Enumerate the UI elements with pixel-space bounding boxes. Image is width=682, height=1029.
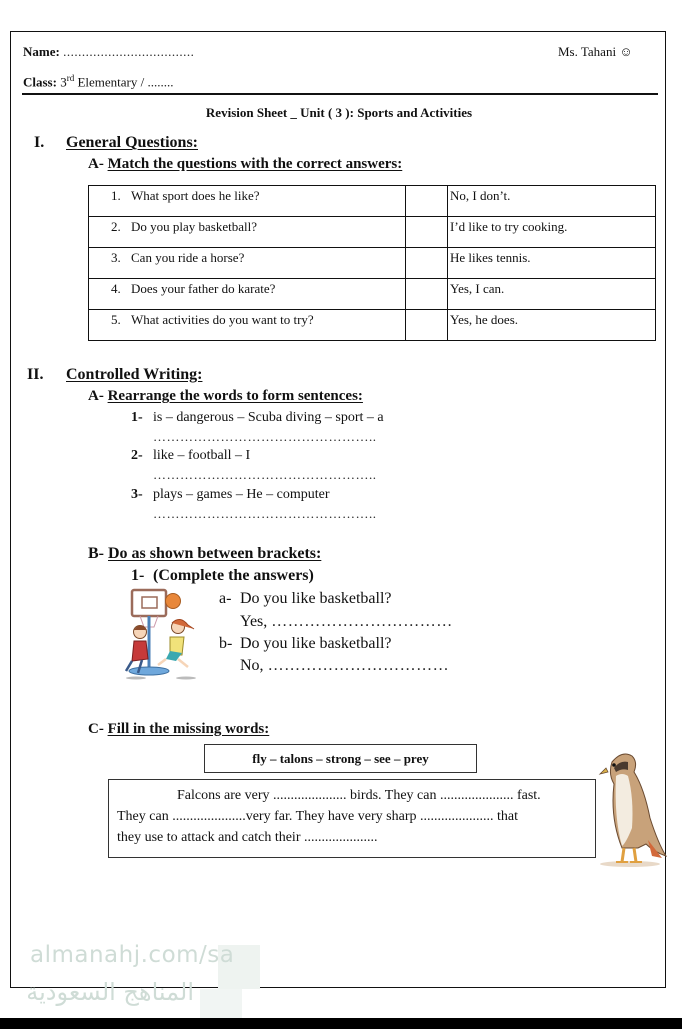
section2-partC-heading xyxy=(88,721,269,738)
partC-letter: C- xyxy=(88,721,104,737)
question-cell xyxy=(89,310,406,341)
question-number: 1. xyxy=(111,188,121,203)
answer-blank-3[interactable]: ………………………………………….. xyxy=(153,506,377,521)
table-row xyxy=(89,310,656,341)
table-row xyxy=(89,248,656,279)
header-divider xyxy=(22,93,658,95)
section1-numeral: I. xyxy=(34,134,45,151)
sub-instruction: (Complete the answers) xyxy=(153,567,314,584)
answer-blank[interactable]: …………………………… xyxy=(267,657,450,674)
match-answer-cell[interactable] xyxy=(406,186,448,217)
question-cell xyxy=(89,217,406,248)
complete-answer-a xyxy=(240,613,453,631)
question-text: What activities do you want to try? xyxy=(131,312,314,327)
sub-number: 1- xyxy=(131,567,145,584)
section2-partB-heading xyxy=(88,545,321,563)
watermark-block xyxy=(200,989,242,1018)
rearrange-item-1 xyxy=(131,410,384,426)
question-number: 3. xyxy=(111,250,121,265)
question-cell xyxy=(89,248,406,279)
partA-instruction: Rearrange the words to form sentences: xyxy=(107,388,363,404)
partA-letter: A- xyxy=(88,156,104,172)
basketball-icon xyxy=(166,594,181,609)
bottom-bar xyxy=(0,1018,682,1029)
item-letter: b- xyxy=(219,635,233,652)
table-row xyxy=(89,279,656,310)
basketball-kids-illustration xyxy=(118,585,206,683)
item-number: 3- xyxy=(131,487,143,502)
section2-partA-heading xyxy=(88,388,363,405)
answer-blank-1[interactable]: ………………………………………….. xyxy=(153,429,377,444)
complete-item-b xyxy=(219,635,392,653)
partC-instruction: Fill in the missing words: xyxy=(107,721,270,737)
item-question: Do you like basketball? xyxy=(240,590,392,607)
passage-line-3: they use to attack and catch their ..................... xyxy=(117,830,378,845)
answer-cell: Yes, I can. xyxy=(448,279,656,310)
match-answer-cell[interactable] xyxy=(406,310,448,341)
class-grade-suffix: rd xyxy=(66,73,75,83)
item-words: like – football – I xyxy=(153,448,251,463)
matching-table xyxy=(88,185,656,341)
partB-instruction: Do as shown between brackets: xyxy=(108,545,322,562)
watermark-arabic: المناهج السعودية xyxy=(26,978,194,1006)
question-cell xyxy=(89,186,406,217)
complete-item-a xyxy=(219,590,392,608)
rearrange-item-2 xyxy=(131,448,250,464)
item-number: 2- xyxy=(131,448,143,463)
rearrange-item-3 xyxy=(131,487,330,503)
fill-in-passage xyxy=(108,779,596,858)
answer-cell: I’d like to try cooking. xyxy=(448,217,656,248)
question-number: 5. xyxy=(111,312,121,327)
falcon-illustration xyxy=(592,748,670,868)
watermark-url: almanahj.com/sa xyxy=(30,942,235,968)
answer-start: Yes, xyxy=(240,613,268,630)
passage-line-1: Falcons are very ..................... birds. They can ..................... fast. xyxy=(177,788,541,803)
class-field xyxy=(23,73,173,90)
sheet-title: Revision Sheet _ Unit ( 3 ): Sports and Activities xyxy=(205,105,473,120)
passage-line-2: They can .....................very far. They have very sharp ..................... that xyxy=(117,809,518,824)
question-text: Does your father do karate? xyxy=(131,281,276,296)
class-grade: 3 xyxy=(60,74,67,90)
item-words: is – dangerous – Scuba diving – sport – a xyxy=(153,410,384,425)
match-answer-cell[interactable] xyxy=(406,248,448,279)
partB-subheading xyxy=(131,567,314,585)
teacher-name: Ms. Tahani ☺ xyxy=(558,44,633,59)
answer-cell: He likes tennis. xyxy=(448,248,656,279)
item-letter: a- xyxy=(219,590,232,607)
name-blank: ................................... xyxy=(63,44,195,59)
class-label: Class: xyxy=(23,74,57,90)
answer-start: No, xyxy=(240,657,264,674)
match-answer-cell[interactable] xyxy=(406,217,448,248)
section2-numeral: II. xyxy=(27,366,44,383)
question-number: 2. xyxy=(111,219,121,234)
item-number: 1- xyxy=(131,410,143,425)
complete-answer-b xyxy=(240,657,449,675)
item-words: plays – games – He – computer xyxy=(153,487,330,502)
section2-title: Controlled Writing: xyxy=(66,366,203,383)
answer-cell: No, I don’t. xyxy=(448,186,656,217)
question-cell xyxy=(89,279,406,310)
section1-title: General Questions: xyxy=(66,134,198,151)
partA-letter: A- xyxy=(88,388,104,404)
table-row xyxy=(89,217,656,248)
section1-partA-heading xyxy=(88,156,402,173)
partB-letter: B- xyxy=(88,545,104,562)
question-text: What sport does he like? xyxy=(131,188,260,203)
match-answer-cell[interactable] xyxy=(406,279,448,310)
answer-cell: Yes, he does. xyxy=(448,310,656,341)
word-bank-box: fly – talons – strong – see – prey xyxy=(204,744,477,773)
beak-icon xyxy=(600,768,608,774)
answer-blank-2[interactable]: ………………………………………….. xyxy=(153,467,377,482)
question-number: 4. xyxy=(111,281,121,296)
class-rest: Elementary / ........ xyxy=(74,74,174,90)
table-row xyxy=(89,186,656,217)
question-text: Can you ride a horse? xyxy=(131,250,245,265)
answer-blank[interactable]: …………………………… xyxy=(271,613,453,630)
name-label: Name: xyxy=(23,44,60,59)
backboard-icon xyxy=(132,590,166,616)
name-field xyxy=(23,44,194,60)
item-question: Do you like basketball? xyxy=(240,635,392,652)
question-text: Do you play basketball? xyxy=(131,219,257,234)
partA-instruction: Match the questions with the correct answers: xyxy=(107,156,403,172)
